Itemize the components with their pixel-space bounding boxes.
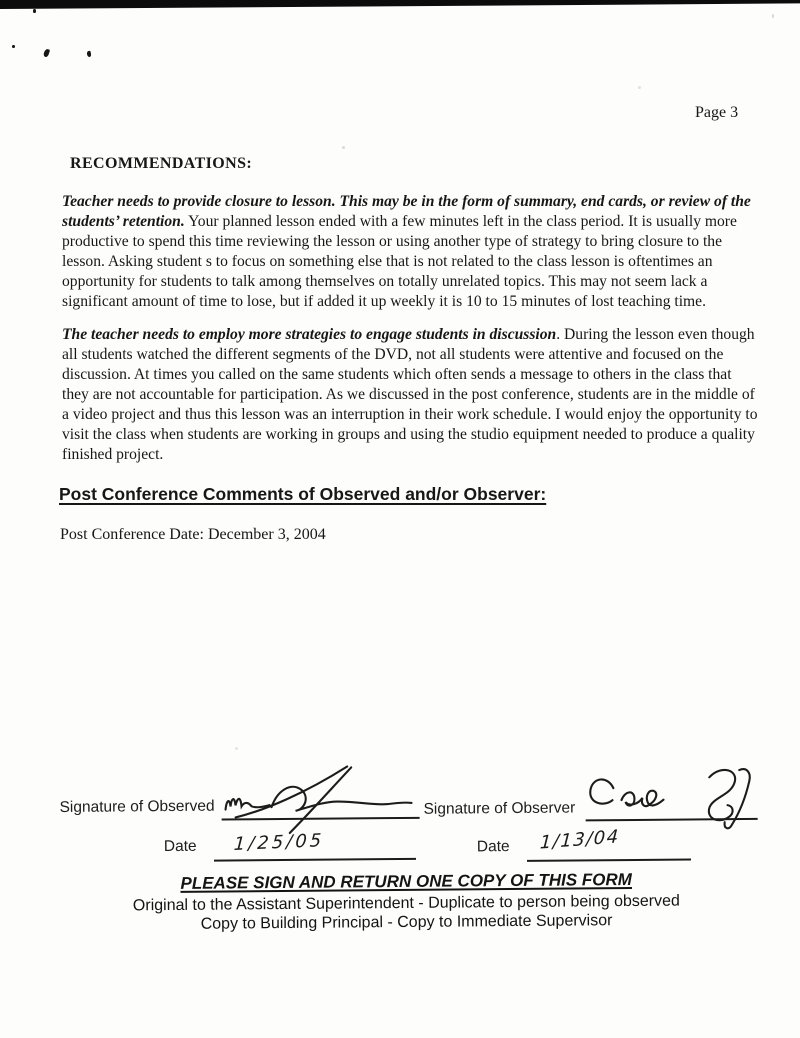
post-conference-heading: Post Conference Comments of Observed and/or Observer:	[59, 484, 547, 504]
observer-date-line	[527, 858, 691, 861]
paragraph-lead: The teacher needs to employ more strategies to engage students in discussion	[62, 326, 557, 343]
paragraph-lead: Teacher needs to provide closure to lesson. This may be in the form of summary, end cards, or review of the students’ retention.	[62, 193, 751, 230]
paragraph-body: . During the lesson even though all students watched the different segments of the DVD, not all students were attentive and focused on the discussion. At times you called on the same students which often sends a message to others in the class that they are not accountable for participation. As we discussed in the post conference, students are in the middle of a video project and thus this lesson was an interruption in their work schedule. I would enjoy the opportunity to visit the class when students are working in groups and using the studio equipment needed to produce a quality finished project.	[62, 326, 758, 463]
date-label-observer: Date	[476, 838, 510, 856]
signature-of-observer-label: Signature of Observer	[423, 799, 576, 818]
signature-of-observed-label: Signature of Observed	[59, 797, 215, 816]
paragraph-body: Your planned lesson ended with a few minutes left in the class period. It is usually more productive to spend this time reviewing the lesson or using another type of strategy to bring closure to the lesson. Asking student s to focus on something else that is not related to the class lesson is oftentimes an opportunity for students to talk among themselves on totally unrelated topics. This may not seem lack a significant amount of time to lose, but if added it up weekly it is 10 to 15 minutes of lost teaching time.	[62, 213, 737, 310]
date-label-observed: Date	[163, 837, 197, 856]
footer-distribution-line-2: Copy to Building Principal - Copy to Immediate Supervisor	[200, 911, 613, 933]
footer-sign-instruction: PLEASE SIGN AND RETURN ONE COPY OF THIS FORM	[180, 869, 632, 893]
recommendations-heading: RECOMMENDATIONS:	[70, 155, 253, 172]
page-number: Page 3	[695, 104, 739, 121]
distribution-footer	[0, 868, 800, 935]
observed-date-handwritten: 1/25/05	[233, 830, 325, 856]
observer-signature-scribble	[581, 761, 760, 837]
footer-distribution-line-1: Original to the Assistant Superintendent - Duplicate to person being observed	[132, 892, 680, 915]
observed-signature-scribble	[217, 758, 423, 838]
observed-date-line	[214, 858, 416, 862]
observer-date-handwritten: 1/13/04	[539, 826, 621, 854]
post-conference-date: Post Conference Date: December 3, 2004	[60, 526, 326, 543]
